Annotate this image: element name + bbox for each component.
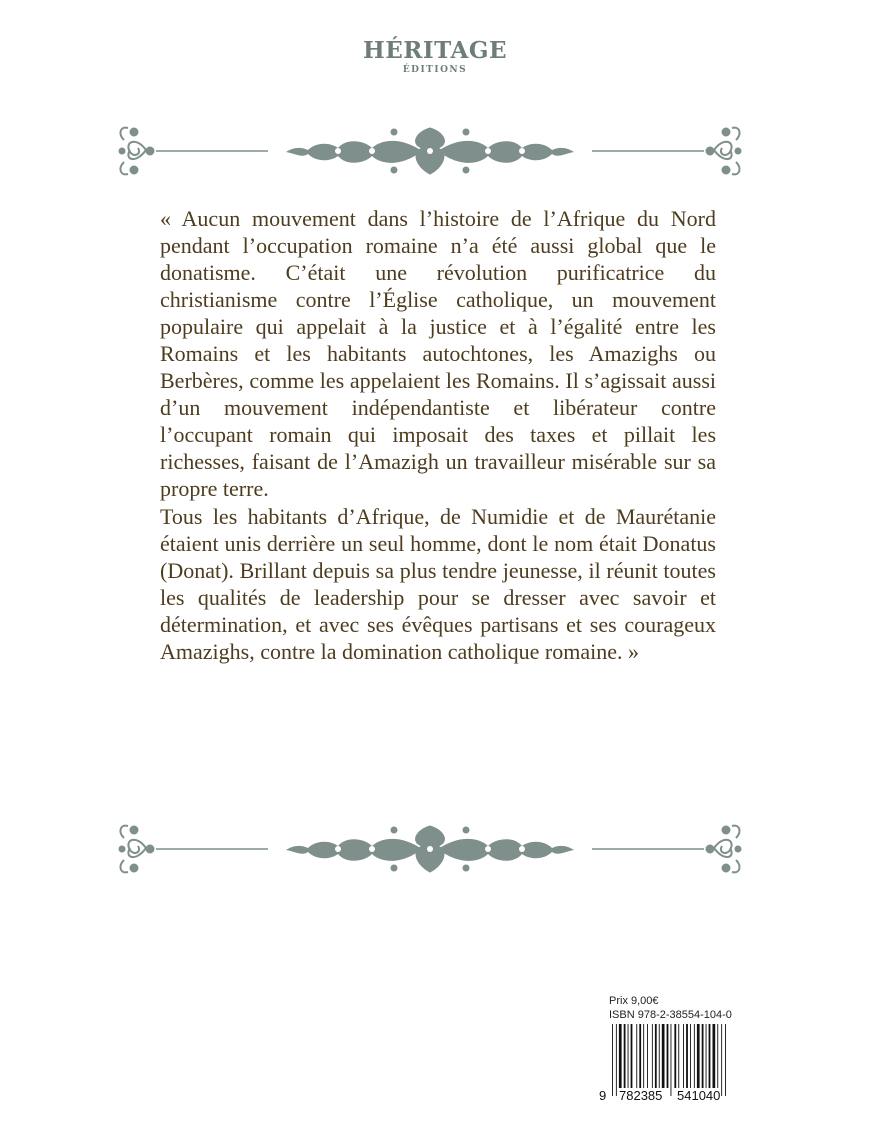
barcode-left-digits: 782385	[619, 1088, 663, 1103]
ornament-divider-icon	[110, 816, 750, 886]
quote-paragraph: « Aucun mouvement dans l’histoire de l’Afrique du Nord pendant l’occupation romaine n’a été aussi global que le donatisme. C’était une révolution purificatrice du christianisme contre l’Église catholique, un mouvement populaire qui appelait à la justice et à l’égalité entre les Romains et les habitants autochtones, les Amazighs ou Berbères, comme les appelaient les Romains. Il s’agissait aussi d’un mouvement indépendantiste et libérateur contre l’occupant romain qui imposait des taxes et pillait les richesses, faisant de l’Amazigh un travailleur misérable sur sa propre terre.	[160, 206, 716, 502]
quote-paragraph: Tous les habitants d’Afrique, de Numidie et de Maurétanie étaient unis derrière un seul homme, dont le nom était Donatus (Donat). Brillant depuis sa plus tendre jeunesse, il réunit toutes les qualités de leadership pour se dresser avec savoir et détermination, et avec ses évêques partisans et ses courageux Amazighs, contre la domination catholique romaine. »	[160, 503, 716, 664]
price-label: Prix 9,00€	[609, 995, 659, 1007]
barcode-right-digits: 541040	[677, 1088, 721, 1103]
publisher-name: HÉRITAGE	[362, 37, 507, 64]
price-isbn-block	[609, 994, 749, 1022]
publisher-subtitle: ÉDITIONS	[402, 65, 468, 75]
ornament-divider-icon	[110, 118, 750, 188]
barcode-first-digit: 9	[599, 1088, 607, 1103]
back-cover-quote	[160, 205, 716, 665]
isbn-label: ISBN 978-2-38554-104-0	[609, 1009, 732, 1021]
